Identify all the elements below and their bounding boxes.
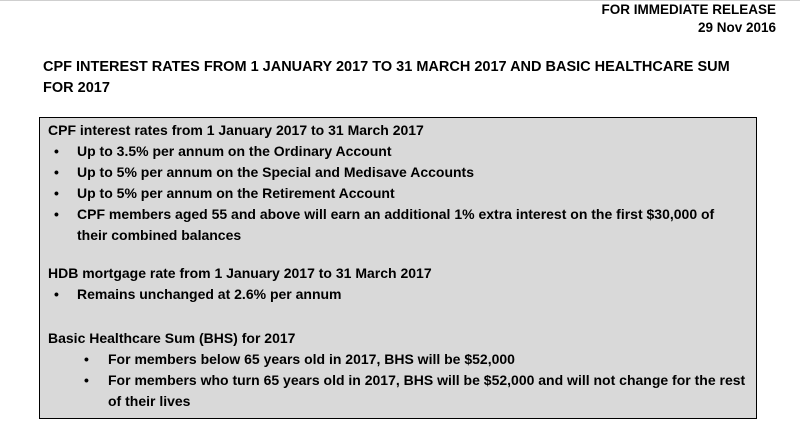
list-item-text: Remains unchanged at 2.6% per annum xyxy=(77,286,342,302)
hdb-mortgage-section xyxy=(48,263,748,305)
list-item xyxy=(48,162,748,183)
document-title: CPF INTEREST RATES FROM 1 JANUARY 2017 TO 31 MARCH 2017 AND BASIC HEALTHCARE SUM FOR 2017 xyxy=(43,59,730,96)
list-item xyxy=(48,370,748,412)
interest-rates-heading: CPF interest rates from 1 January 2017 to 31 March 2017 xyxy=(48,122,424,138)
list-item-text: Up to 5% per annum on the Retirement Account xyxy=(77,185,395,201)
bullet-icon: • xyxy=(54,206,59,222)
bullet-icon: • xyxy=(84,351,89,367)
basic-healthcare-sum-heading: Basic Healthcare Sum (BHS) for 2017 xyxy=(48,330,296,346)
list-item xyxy=(48,349,748,370)
list-item xyxy=(48,204,748,246)
interest-rates-list xyxy=(48,141,748,246)
list-item-text: For members below 65 years old in 2017, BHS will be $52,000 xyxy=(108,351,515,367)
hdb-mortgage-heading: HDB mortgage rate from 1 January 2017 to 31 March 2017 xyxy=(48,265,432,281)
list-item-text: Up to 3.5% per annum on the Ordinary Account xyxy=(77,143,392,159)
bullet-icon: • xyxy=(54,164,59,180)
summary-box xyxy=(39,117,757,419)
list-item xyxy=(48,141,748,162)
list-item-text: Up to 5% per annum on the Special and Medisave Accounts xyxy=(77,164,475,180)
release-label: FOR IMMEDIATE RELEASE xyxy=(601,2,776,17)
basic-healthcare-sum-section xyxy=(48,328,748,412)
bullet-icon: • xyxy=(54,286,59,302)
list-item xyxy=(48,284,748,305)
bullet-icon: • xyxy=(54,185,59,201)
interest-rates-section xyxy=(48,120,748,246)
list-item-text: CPF members aged 55 and above will earn an additional 1% extra interest on the first $30,000 of their combined balances xyxy=(77,206,715,243)
bullet-icon: • xyxy=(84,372,89,388)
basic-healthcare-sum-list xyxy=(48,349,748,412)
hdb-mortgage-list xyxy=(48,284,748,305)
bullet-icon: • xyxy=(54,143,59,159)
list-item xyxy=(48,183,748,204)
release-date: 29 Nov 2016 xyxy=(697,20,776,35)
top-divider xyxy=(0,0,800,1)
list-item-text: For members who turn 65 years old in 2017, BHS will be $52,000 and will not change for the rest of their lives xyxy=(108,372,746,409)
